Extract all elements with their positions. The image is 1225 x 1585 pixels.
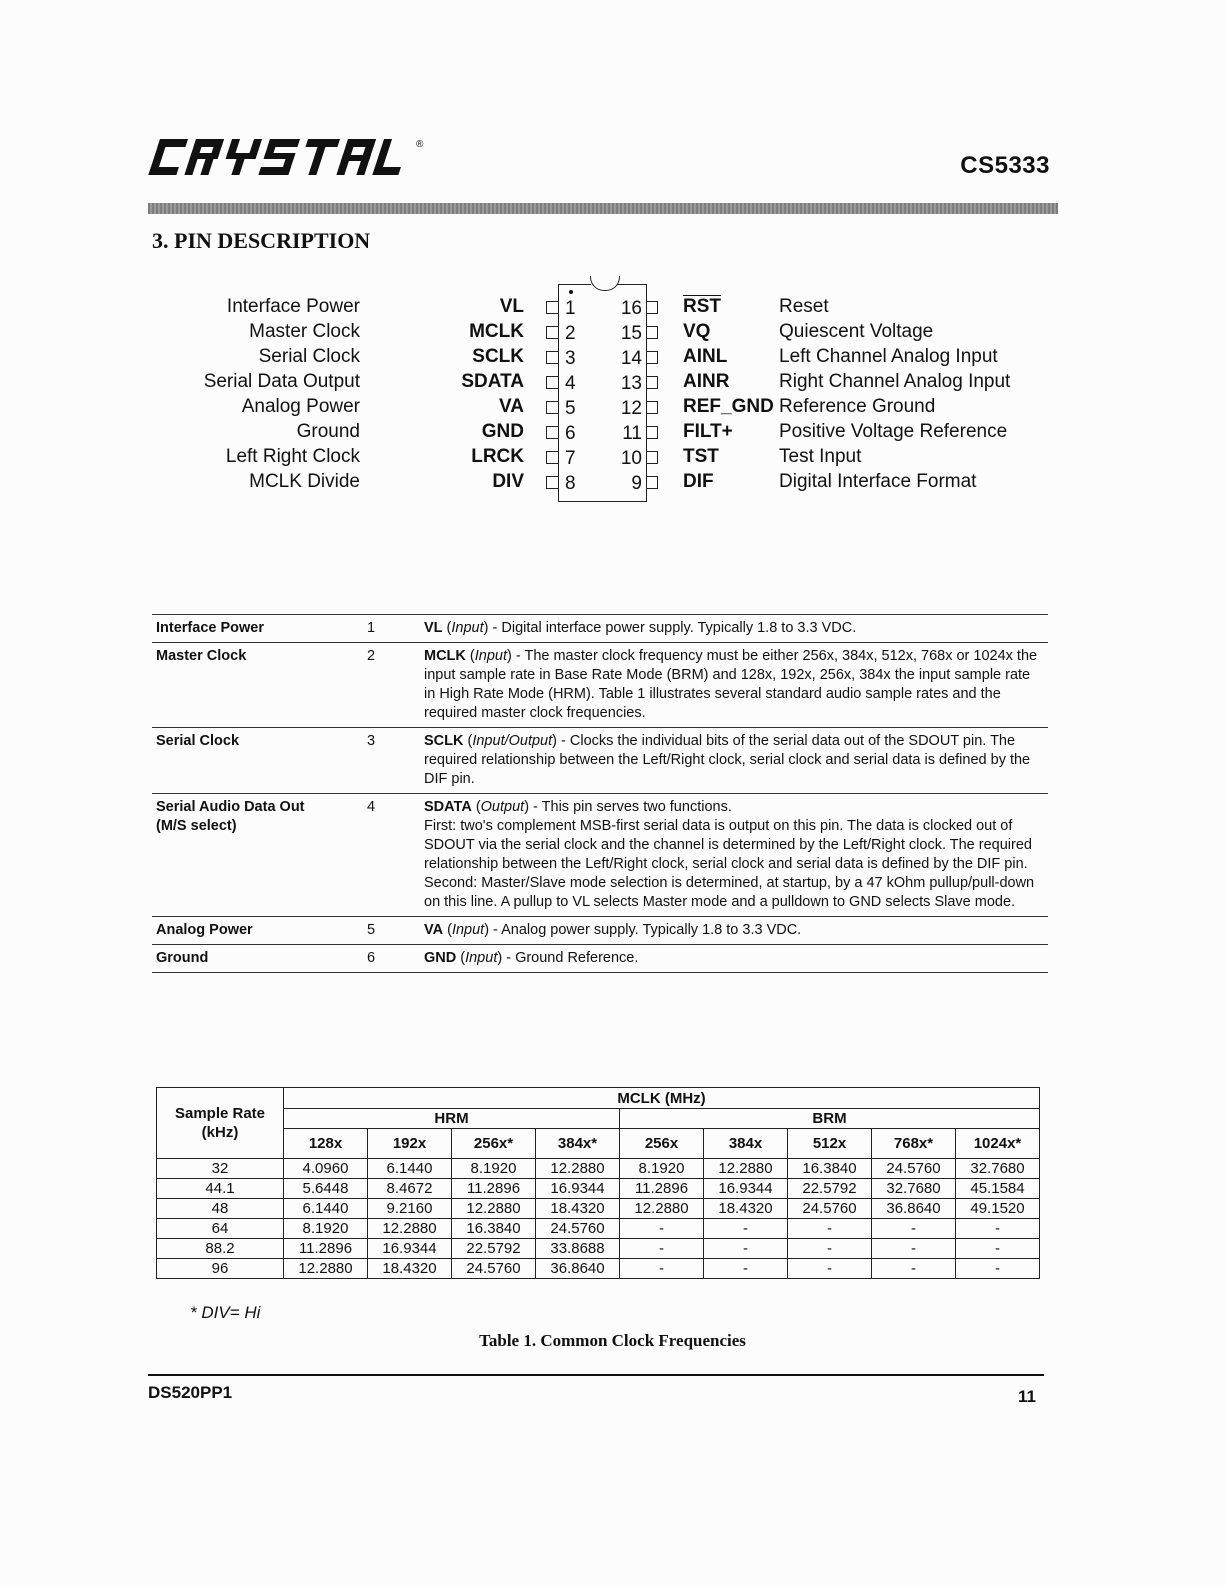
pin-name-right: AINR (683, 371, 730, 392)
pin-name-right: REF_GND (683, 396, 774, 417)
section-title: 3. PIN DESCRIPTION (152, 228, 371, 253)
pin-number: 10 (620, 448, 642, 469)
ratio-header: 1024x* (956, 1129, 1040, 1159)
mclk-cell: - (872, 1239, 956, 1259)
ratio-header: 256x (620, 1129, 704, 1159)
table-row (152, 728, 1048, 794)
pin-name-right: DIF (683, 471, 714, 492)
pin-label: Serial Audio Data Out (M/S select) (156, 799, 305, 834)
crystal-logo (148, 133, 428, 188)
table-row (152, 945, 1048, 973)
pin-desc-right: Digital Interface Format (779, 471, 977, 492)
mclk-cell: 12.2880 (620, 1199, 704, 1219)
pin-desc-left: Analog Power (241, 396, 360, 417)
mclk-cell: 45.1584 (956, 1179, 1040, 1199)
pin-description: VA (Input) - Analog power supply. Typically 1.8 to 3.3 VDC. (424, 922, 802, 938)
pin-number: 2 (565, 323, 576, 344)
mclk-cell: 8.4672 (368, 1179, 452, 1199)
mclk-cell: 11.2896 (452, 1179, 536, 1199)
mclk-cell: 9.2160 (368, 1199, 452, 1219)
pin-desc-right: Quiescent Voltage (779, 321, 934, 342)
document-id: DS520PP1 (148, 1383, 233, 1402)
pin-pad (646, 351, 658, 364)
mclk-cell: 24.5760 (872, 1159, 956, 1179)
mclk-cell: 12.2880 (536, 1159, 620, 1179)
mclk-cell: 18.4320 (368, 1259, 452, 1279)
table-row (157, 1239, 1040, 1259)
mclk-cell: 36.8640 (872, 1199, 956, 1219)
pin-name-right: FILT+ (683, 421, 733, 442)
pin-name-right: $\overline{RST}$ (683, 296, 721, 317)
pin-name-left: SCLK (472, 346, 524, 367)
sample-rate-header: Sample Rate (kHz) (157, 1088, 284, 1159)
pin-label: Ground (156, 950, 209, 966)
pin-desc-left: Left Right Clock (225, 446, 360, 467)
description-text: - Clocks the individual bits of the serial data out of the SDOUT pin. The required relationship between the Left/Right clock, serial clock and serial data is defined by the DIF pin. (424, 733, 1031, 787)
pin-desc-right: Reference Ground (779, 396, 936, 417)
pin-desc-left: Master Clock (249, 321, 360, 342)
sample-rate-cell: 96 (157, 1259, 284, 1279)
pin-name-left: MCLK (469, 321, 524, 342)
mclk-cell: 24.5760 (452, 1259, 536, 1279)
table-row (152, 917, 1048, 945)
pin-label: Interface Power (156, 620, 264, 636)
sample-rate-cell: 88.2 (157, 1239, 284, 1259)
sample-rate-cell: 48 (157, 1199, 284, 1219)
table-row (152, 615, 1048, 643)
description-paragraph: Second: Master/Slave mode selection is determined, at startup, by a 47 kOhm pullup/pull-down on this line. A pullup to VL selects Master mode and a pulldown to GND selects Slave mode. (424, 875, 1035, 910)
table-row (157, 1199, 1040, 1219)
pin-pad (546, 301, 558, 314)
signal-direction: Output (480, 799, 525, 815)
pin-desc-left: Interface Power (226, 296, 360, 317)
mclk-cell: - (620, 1259, 704, 1279)
mclk-cell: - (956, 1239, 1040, 1259)
mclk-cell: 11.2896 (284, 1239, 368, 1259)
table-row (157, 1179, 1040, 1199)
pin-description-table (152, 614, 1048, 973)
pin-pad (546, 351, 558, 364)
pin-number: 5 (565, 398, 576, 419)
part-number: CS5333 (960, 152, 1050, 179)
pin-number: 9 (631, 473, 642, 494)
mclk-cell: 18.4320 (704, 1199, 788, 1219)
pin-label: Master Clock (156, 648, 247, 664)
mclk-cell: - (872, 1219, 956, 1239)
mclk-cell: 4.0960 (284, 1159, 368, 1179)
pin-number: 4 (565, 373, 576, 394)
ratio-header: 256x* (452, 1129, 536, 1159)
table-row (152, 643, 1048, 728)
pin-pad (646, 326, 658, 339)
mclk-cell: 18.4320 (536, 1199, 620, 1219)
mclk-cell: 12.2880 (452, 1199, 536, 1219)
pin-number: 8 (565, 473, 576, 494)
pin-name-left: SDATA (461, 371, 524, 392)
hrm-header: HRM (284, 1109, 620, 1129)
ratio-header: 512x (788, 1129, 872, 1159)
table-footnote: * DIV= Hi (190, 1303, 261, 1322)
pin-description: MCLK (Input) - The master clock frequency must be either 256x, 384x, 512x, 768x or 1024x the input sample rate in Base Rate Mode (BRM) and 128x, 192x, 256x, 384x the input sample rate in High Rate Mode (HRM). Table 1 illustrates several standard audio sample rates and the required master clock frequencies. (424, 648, 1038, 721)
pin-pad (646, 426, 658, 439)
pin-desc-right: Test Input (779, 446, 862, 467)
description-text: - The master clock frequency must be either 256x, 384x, 512x, 768x or 1024x the input sample rate in Base Rate Mode (BRM) and 128x, 192x, 256x, 384x the input sample rate in High Rate Mode (HRM). Table 1 illustrates several standard audio sample rates and the required master clock frequencies. (424, 648, 1038, 721)
mclk-cell: - (956, 1259, 1040, 1279)
table-row (152, 794, 1048, 917)
table-row (157, 1219, 1040, 1239)
pin-pad (546, 476, 558, 489)
ratio-header: 128x (284, 1129, 368, 1159)
pin-name-left: GND (481, 421, 524, 442)
mclk-cell: 5.6448 (284, 1179, 368, 1199)
pin-label: Analog Power (156, 922, 253, 938)
pin-desc-left: Ground (296, 421, 360, 442)
pin-number: 6 (366, 950, 376, 966)
signal-name: GND (424, 950, 457, 966)
mclk-cell: 12.2880 (284, 1259, 368, 1279)
header-rule (148, 203, 1058, 214)
pin-desc-right: Right Channel Analog Input (779, 371, 1011, 392)
mclk-cell: 33.8688 (536, 1239, 620, 1259)
pin-name-left: VL (499, 296, 524, 317)
pin-desc-left: Serial Data Output (203, 371, 360, 392)
pin-number: 12 (620, 398, 642, 419)
mclk-cell: 32.7680 (872, 1179, 956, 1199)
footer-rule (148, 1374, 1044, 1376)
pin-number: 3 (565, 348, 576, 369)
pin-number: 11 (622, 423, 642, 444)
mclk-cell: - (788, 1219, 872, 1239)
mclk-cell: 12.2880 (704, 1159, 788, 1179)
pin-number: 16 (620, 298, 642, 319)
signal-direction: Input (465, 950, 498, 966)
pin-name-left: DIV (492, 471, 524, 492)
pin-name-left: LRCK (471, 446, 524, 467)
mclk-cell: 8.1920 (620, 1159, 704, 1179)
mclk-cell: - (620, 1239, 704, 1259)
pin-number: 1 (366, 620, 376, 636)
signal-direction: Input/Output (472, 733, 553, 749)
mclk-cell: 6.1440 (284, 1199, 368, 1219)
mclk-cell: 24.5760 (536, 1219, 620, 1239)
signal-name: SCLK (424, 733, 464, 749)
page-number: 11 (1018, 1387, 1036, 1406)
mclk-cell: 22.5792 (452, 1239, 536, 1259)
mclk-cell: 6.1440 (368, 1159, 452, 1179)
sample-rate-cell: 32 (157, 1159, 284, 1179)
pin-desc-left: Serial Clock (258, 346, 360, 367)
mclk-cell: - (704, 1239, 788, 1259)
pin-description: GND (Input) - Ground Reference. (424, 950, 639, 966)
mclk-cell: - (788, 1239, 872, 1259)
pin-pad (546, 426, 558, 439)
mclk-cell: 36.8640 (536, 1259, 620, 1279)
pin-pad (546, 401, 558, 414)
signal-name: SDATA (424, 799, 472, 815)
description-text: - Ground Reference. (502, 950, 639, 966)
pin-pad (646, 401, 658, 414)
mclk-cell: - (704, 1219, 788, 1239)
pin-number: 1 (565, 298, 576, 319)
pin-number: 3 (366, 733, 376, 749)
pin-description: SCLK (Input/Output) - Clocks the individual bits of the serial data out of the SDOUT pin. The required relationship between the Left/Right clock, serial clock and serial data is defined by the DIF pin. (424, 733, 1031, 787)
mclk-cell: 16.3840 (788, 1159, 872, 1179)
mclk-cell: - (788, 1259, 872, 1279)
sample-rate-cell: 44.1 (157, 1179, 284, 1199)
table-caption: Table 1. Common Clock Frequencies (479, 1331, 746, 1350)
signal-direction: Input (474, 648, 507, 664)
signal-direction: Input (451, 922, 485, 938)
pin-desc-left: MCLK Divide (249, 471, 360, 492)
brm-header: BRM (620, 1109, 1040, 1129)
pin-number: 6 (565, 423, 576, 444)
pin-number: 15 (620, 323, 642, 344)
mclk-cell: 24.5760 (788, 1199, 872, 1219)
pin-number: 5 (366, 922, 376, 938)
pin-number: 14 (620, 348, 642, 369)
mclk-cell: - (704, 1259, 788, 1279)
pin-number: 13 (620, 373, 642, 394)
mclk-cell: 16.9344 (704, 1179, 788, 1199)
pin-pad (546, 451, 558, 464)
description-text: - Analog power supply. Typically 1.8 to 3.3 VDC. (489, 922, 802, 938)
description-paragraph: First: two's complement MSB-first serial data is output on this pin. The data is clocked out of SDOUT via the serial clock and the channel is determined by the Left/Right clock. The required relationship between the Left/Right clock, serial clock and serial data is defined by the DIF pin. (424, 818, 1032, 872)
description-text: - This pin serves two functions. (529, 799, 732, 815)
pin-name-right: TST (683, 446, 719, 467)
signal-name: MCLK (424, 648, 466, 664)
pin-pad (646, 476, 658, 489)
pin-pad (646, 451, 658, 464)
ratio-header: 768x* (872, 1129, 956, 1159)
pin-name-left: VA (499, 396, 524, 417)
mclk-cell: 32.7680 (956, 1159, 1040, 1179)
mclk-header: MCLK (MHz) (284, 1088, 1040, 1109)
ratio-header: 192x (368, 1129, 452, 1159)
mclk-cell: - (620, 1219, 704, 1239)
pin-desc-right: Reset (779, 296, 829, 317)
mclk-cell: 16.9344 (368, 1239, 452, 1259)
mclk-cell: 11.2896 (620, 1179, 704, 1199)
pin-pad (646, 301, 658, 314)
pin-number: 7 (565, 448, 576, 469)
table-row (157, 1159, 1040, 1179)
mclk-cell: 8.1920 (452, 1159, 536, 1179)
pin-number: 4 (366, 799, 376, 815)
pin-name-right: VQ (683, 321, 711, 342)
pin-desc-right: Positive Voltage Reference (779, 421, 1008, 442)
pin-name-right: AINL (683, 346, 728, 367)
signal-name: VA (424, 922, 444, 938)
pin1-marker (569, 290, 573, 294)
pin-pad (546, 376, 558, 389)
pin-description: VL (Input) - Digital interface power supply. Typically 1.8 to 3.3 VDC. (424, 620, 857, 636)
svg-text:®: ® (416, 139, 424, 150)
pin-number: 2 (366, 648, 376, 664)
ratio-header: 384x (704, 1129, 788, 1159)
mclk-cell: 49.1520 (956, 1199, 1040, 1219)
pin-pad (546, 326, 558, 339)
mclk-cell: 16.3840 (452, 1219, 536, 1239)
signal-direction: Input (451, 620, 484, 636)
mclk-cell: 22.5792 (788, 1179, 872, 1199)
sample-rate-cell: 64 (157, 1219, 284, 1239)
pin-label: Serial Clock (156, 733, 240, 749)
description-text: - Digital interface power supply. Typically 1.8 to 3.3 VDC. (488, 620, 857, 636)
clock-frequency-table (156, 1087, 1040, 1279)
mclk-cell: 12.2880 (368, 1219, 452, 1239)
table-row (157, 1259, 1040, 1279)
pin-description: SDATA (Output) - This pin serves two functions. First: two's complement MSB-first serial data is output on this pin. The data is clocked out of SDOUT via the serial clock and the channel is determined by the Left/Right clock. The required relationship between the Left/Right clock, serial clock and serial data is defined by the DIF pin. Second: Master/Slave mode selection is determined, at startup, by a 47 kOhm pullup/pull-down on this line. A pullup to VL selects Master mode and a pulldown to GND selects Slave mode. (420, 794, 1048, 917)
mclk-cell: - (956, 1219, 1040, 1239)
pin-pad (646, 376, 658, 389)
mclk-cell: 16.9344 (536, 1179, 620, 1199)
mclk-cell: - (872, 1259, 956, 1279)
mclk-cell: 8.1920 (284, 1219, 368, 1239)
signal-name: VL (424, 620, 443, 636)
ratio-header: 384x* (536, 1129, 620, 1159)
pin-desc-right: Left Channel Analog Input (779, 346, 998, 367)
